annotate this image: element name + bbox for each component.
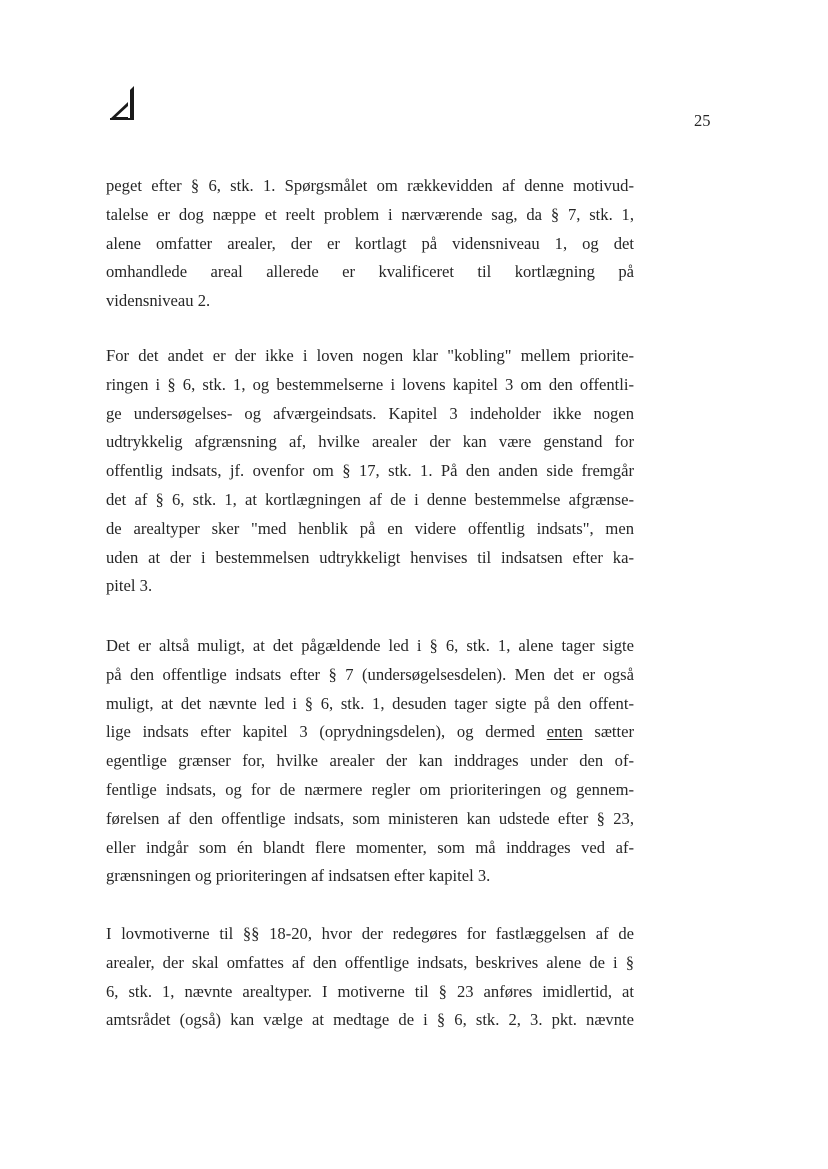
paragraph-4	[106, 920, 634, 1035]
text-line: omhandlede areal allerede er kvalificeret til kortlægning på	[106, 262, 634, 282]
text-line: ringen i § 6, stk. 1, og bestemmelserne i lovens kapitel 3 om den offentli-	[106, 374, 634, 394]
text-line: egentlige grænser for, hvilke arealer der kan inddrages under den of-	[106, 751, 634, 771]
text-line: på den offentlige indsats efter § 7 (undersøgelsesdelen). Men det er også	[106, 664, 634, 684]
text-line: eller indgår som én blandt flere momenter, som må inddrages ved af-	[106, 837, 634, 857]
text-line: pitel 3.	[106, 576, 153, 596]
text-line: uden at der i bestemmelsen udtrykkeligt henvises til indsatsen efter ka-	[106, 547, 634, 567]
text-line: udtrykkelig afgrænsning af, hvilke arealer der kan være genstand for	[106, 432, 634, 452]
text-line: alene omfatter arealer, der er kortlagt på vidensniveau 1, og det	[106, 233, 634, 253]
text-line: de arealtyper sker "med henblik på en videre offentlig indsats", men	[106, 518, 634, 538]
text-line: 6, stk. 1, nævnte arealtyper. I motiverne til § 23 anføres imidlertid, at	[106, 981, 634, 1001]
text-line: amtsrådet (også) kan vælge at medtage de i § 6, stk. 2, 3. pkt. nævnte	[106, 1010, 634, 1030]
text-line: offentlig indsats, jf. ovenfor om § 17, stk. 1. På den anden side fremgår	[106, 461, 634, 481]
underlined-word: enten	[546, 722, 583, 742]
text-line: For det andet er der ikke i loven nogen klar "kobling" mellem priorite-	[106, 346, 634, 365]
text-segment: sætter	[582, 722, 634, 742]
text-line: grænsningen og prioriteringen af indsatsen efter kapitel 3.	[106, 866, 491, 886]
text-line: det af § 6, stk. 1, at kortlægningen af de i denne bestemmelse afgrænse-	[106, 489, 634, 509]
text-line-with-underline	[106, 718, 634, 747]
logo-icon	[108, 84, 138, 122]
page-number: 25	[694, 111, 711, 130]
paragraph-2	[106, 342, 634, 601]
text-line: fentlige indsats, og for de nærmere regler om prioriteringen og gennem-	[106, 779, 634, 799]
text-line: I lovmotiverne til §§ 18-20, hvor der redegøres for fastlæggelsen af de	[106, 924, 634, 943]
text-line: ge undersøgelses- og afværgeindsats. Kapitel 3 indeholder ikke nogen	[106, 403, 634, 423]
text-line: arealer, der skal omfattes af den offentlige indsats, beskrives alene de i §	[106, 952, 634, 972]
text-segment: lige indsats efter kapitel 3 (oprydningsdelen), og dermed	[106, 722, 547, 742]
paragraph-3	[106, 632, 634, 891]
text-line: vidensniveau 2.	[106, 291, 211, 311]
paragraph-1	[106, 172, 634, 316]
text-line: talelse er dog næppe et reelt problem i nærværende sag, da § 7, stk. 1,	[106, 204, 634, 224]
text-line: muligt, at det nævnte led i § 6, stk. 1, desuden tager sigte på den offent-	[106, 693, 634, 713]
text-line: Det er altså muligt, at det pågældende led i § 6, stk. 1, alene tager sigte	[106, 636, 634, 655]
text-line: peget efter § 6, stk. 1. Spørgsmålet om rækkevidden af denne motivud-	[106, 176, 634, 195]
text-line: førelsen af den offentlige indsats, som ministeren kan udstede efter § 23,	[106, 808, 634, 828]
